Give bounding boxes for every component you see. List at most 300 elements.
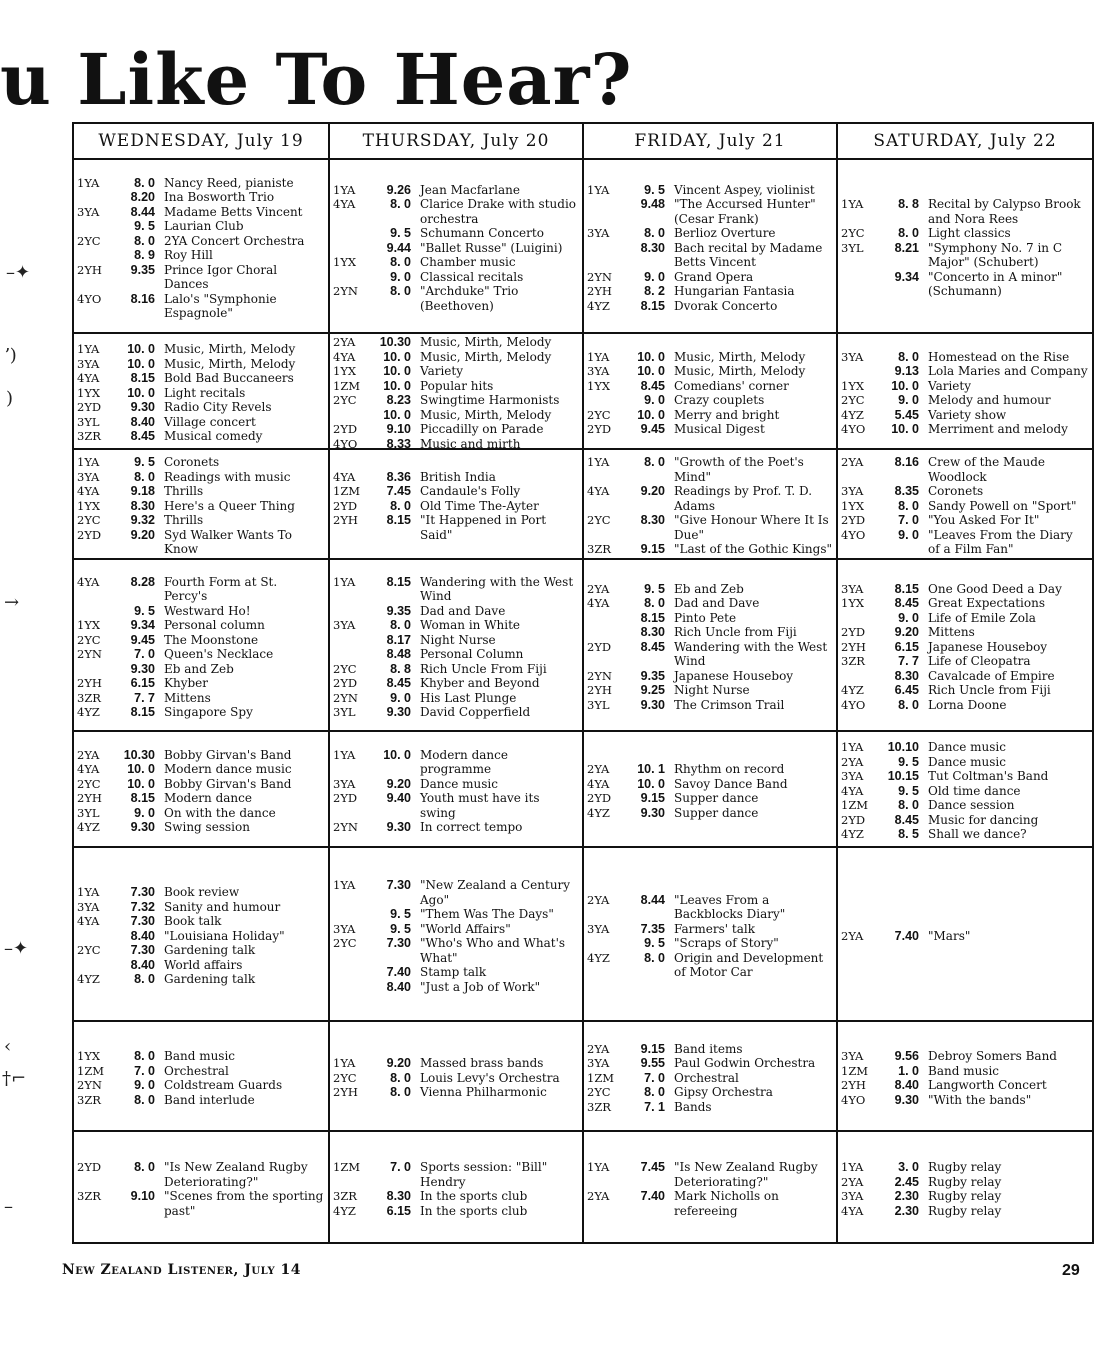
broadcast-time: 9. 0 — [134, 1078, 155, 1092]
programme-title: Tut Coltman's Band — [928, 769, 1049, 784]
station-code: 2YC — [333, 936, 357, 950]
broadcast-time: 7.40 — [640, 1189, 665, 1203]
broadcast-time: 8.15 — [130, 705, 155, 719]
station-code: 4YA — [77, 484, 100, 499]
programme-title: 2YA Concert Orchestra — [164, 233, 305, 248]
broadcast-time: 9.45 — [640, 422, 665, 436]
programme-title: Cavalcade of Empire — [928, 668, 1055, 683]
listing-entry — [333, 408, 578, 423]
margin-mark: –✦ — [4, 938, 29, 959]
station-code: 1YA — [333, 747, 356, 762]
station-code: 1ZM — [333, 378, 361, 393]
broadcast-time: 7.30 — [386, 878, 411, 892]
programme-title: "Louisiana Holiday" — [164, 928, 285, 943]
listing-entry — [841, 827, 1088, 842]
programme-title: Band music — [928, 1063, 1000, 1078]
station-code: 2YD — [77, 1160, 102, 1174]
listing-entry — [333, 364, 578, 379]
listing-entry — [841, 596, 1088, 611]
programme-title: Nancy Reed, pianiste — [164, 175, 294, 190]
programme-title: "Scenes from the sporting past" — [164, 1189, 324, 1218]
publication-footer: New Zealand Listener, July 14 — [62, 1262, 301, 1278]
listing-entry — [333, 1189, 578, 1204]
station-code: 3YA — [333, 776, 356, 791]
broadcast-time: 10. 0 — [127, 356, 155, 371]
programme-title: "Is New Zealand Rugby Deteriorating?" — [674, 1160, 818, 1189]
listing-entry — [841, 813, 1088, 828]
station-code: 3YA — [841, 1189, 864, 1203]
listing-entry — [333, 197, 578, 226]
programme-title: Lorna Doone — [928, 697, 1007, 712]
broadcast-time: 10. 0 — [127, 776, 155, 791]
programme-title: "Archduke" Trio (Beethoven) — [420, 284, 519, 313]
broadcast-time: 8.30 — [640, 240, 665, 255]
programme-title: Candaule's Folly — [420, 484, 521, 499]
listing-entry — [333, 422, 578, 437]
broadcast-time: 9.20 — [894, 625, 919, 640]
programme-title: Readings with music — [164, 469, 291, 484]
programme-title: "Scraps of Story" — [674, 936, 779, 950]
station-code: 2YN — [333, 820, 358, 834]
programme-title: Variety — [928, 378, 971, 393]
broadcast-time: 8.15 — [386, 574, 411, 589]
listing-entry — [77, 806, 324, 821]
programme-title: Sports session: "Bill" Hendry — [420, 1160, 548, 1189]
station-code: 1YA — [587, 455, 610, 470]
listing-entry — [77, 647, 324, 662]
station-code: 2YH — [77, 262, 102, 277]
programme-title: Woman in White — [420, 618, 521, 632]
station-code: 3YA — [841, 1049, 864, 1063]
station-code: 3ZR — [841, 654, 865, 669]
broadcast-time: 8. 0 — [898, 798, 919, 813]
programme-title: Music, Mirth, Melody — [420, 335, 552, 349]
programme-title: Jean Macfarlane — [420, 182, 520, 197]
broadcast-time: 8. 0 — [390, 618, 411, 632]
listing-entry — [841, 513, 1088, 528]
broadcast-time: 10. 0 — [637, 349, 665, 364]
station-code: 4YA — [587, 776, 610, 791]
schedule-cell — [584, 1022, 838, 1132]
broadcast-time: 1. 0 — [898, 1063, 919, 1078]
listing-entry — [587, 611, 832, 626]
broadcast-time: 8.30 — [640, 625, 665, 640]
programme-title: "The Accursed Hunter" (Cesar Frank) — [674, 197, 816, 226]
programme-title: Clarice Drake with studio orchestra — [420, 197, 577, 226]
programme-title: Mittens — [928, 625, 975, 640]
programme-title: Light recitals — [164, 385, 246, 400]
listing-entry — [77, 958, 324, 973]
margin-mark: ‹ — [4, 1036, 12, 1057]
listing-entry — [587, 951, 832, 980]
broadcast-time: 7.45 — [386, 484, 411, 499]
station-code: 2YH — [841, 1078, 866, 1092]
listing-entry — [333, 980, 578, 995]
station-code: 3YA — [841, 769, 864, 784]
listing-entry — [77, 900, 324, 915]
listing-entry — [587, 1100, 832, 1115]
broadcast-time: 7. 7 — [134, 690, 155, 705]
station-code: 4YZ — [841, 827, 864, 842]
station-code: 2YH — [841, 639, 866, 654]
station-code: 2YN — [333, 690, 358, 705]
station-code: 3ZR — [77, 690, 101, 705]
listing-entry — [333, 691, 578, 706]
station-code: 4YO — [77, 291, 102, 306]
broadcast-time: 8. 2 — [644, 284, 665, 299]
programme-title: "Ballet Russe" (Luigini) — [420, 240, 563, 255]
station-code: 2YN — [77, 647, 102, 661]
broadcast-time: 8.40 — [386, 979, 411, 994]
programme-title: The Moonstone — [164, 632, 259, 647]
broadcast-time: 10.30 — [379, 335, 411, 349]
station-code: 2YH — [77, 676, 102, 690]
station-code: 3YL — [77, 414, 100, 429]
station-code: 3YL — [841, 240, 864, 255]
programme-title: Book talk — [164, 914, 222, 929]
programme-title: "Symphony No. 7 in C Major" (Schubert) — [928, 240, 1063, 270]
broadcast-time: 9.35 — [130, 262, 155, 277]
programme-title: Prince Igor Choral Dances — [164, 262, 278, 291]
broadcast-time: 8. 0 — [644, 226, 665, 241]
schedule-cell — [584, 732, 838, 848]
programme-title: Louis Levy's Orchestra — [420, 1070, 560, 1085]
listing-entry — [841, 270, 1088, 299]
station-code: 3YL — [77, 805, 100, 820]
programme-title: Chamber music — [420, 255, 516, 270]
schedule-cell — [74, 1022, 330, 1132]
broadcast-time: 10. 0 — [127, 762, 155, 776]
programme-title: Rugby relay — [928, 1160, 1002, 1174]
listing-entry — [841, 929, 1088, 944]
station-code: 3YA — [587, 1056, 610, 1071]
schedule-cell — [584, 560, 838, 732]
programme-title: Rugby relay — [928, 1203, 1002, 1218]
station-code: 2YH — [333, 1085, 358, 1100]
broadcast-time: 9. 0 — [898, 610, 919, 625]
listing-entry — [587, 455, 832, 484]
listing-entry — [333, 484, 578, 499]
listing-entry — [841, 350, 1088, 365]
station-code: 1YX — [333, 364, 357, 378]
programme-title: Origin and Development of Motor Car — [674, 950, 824, 979]
broadcast-time: 6.15 — [386, 1203, 411, 1218]
station-code: 4YA — [77, 914, 100, 929]
margin-mark: –✦ — [6, 262, 31, 283]
listing-entry — [587, 542, 832, 557]
listing-entry — [77, 604, 324, 619]
listing-entry — [841, 582, 1088, 597]
listing-entry — [77, 705, 324, 720]
listing-entry — [77, 415, 324, 430]
listing-entry — [333, 255, 578, 270]
broadcast-time: 7.40 — [386, 965, 411, 979]
listing-entry — [587, 1071, 832, 1086]
programme-title: Personal column — [164, 618, 265, 632]
listing-entry — [77, 400, 324, 415]
station-code: 4YA — [841, 783, 864, 798]
station-code: 2YA — [841, 754, 864, 769]
programme-title: Mark Nicholls on refereeing — [674, 1189, 779, 1218]
page-headline: u Like To Hear? — [0, 38, 633, 121]
station-code: 4YO — [841, 527, 866, 542]
station-code: 3YA — [587, 364, 610, 378]
broadcast-time: 10. 0 — [637, 364, 665, 378]
programme-title: Berlioz Overture — [674, 226, 776, 241]
programme-title: Old time dance — [928, 783, 1021, 798]
listing-entry — [587, 299, 832, 314]
programme-title: Orchestral — [164, 1063, 229, 1078]
broadcast-time: 10. 0 — [383, 747, 411, 762]
broadcast-time: 9.55 — [640, 1056, 665, 1071]
station-code: 1YA — [587, 349, 610, 364]
broadcast-time: 8. 0 — [390, 498, 411, 513]
programme-title: "New Zealand a Century Ago" — [420, 878, 571, 907]
programme-title: Modern dance programme — [420, 747, 508, 776]
listing-entry — [77, 676, 324, 691]
station-code: 1ZM — [77, 1063, 105, 1078]
station-code: 1ZM — [587, 1070, 615, 1085]
station-code: 2YN — [77, 1078, 102, 1092]
programme-title: Schumann Concerto — [420, 226, 544, 241]
listing-entry — [587, 1160, 832, 1189]
schedule-cell — [838, 560, 1092, 732]
listing-entry — [333, 676, 578, 691]
programme-title: Musical comedy — [164, 429, 263, 444]
listing-entry — [77, 691, 324, 706]
programme-title: Life of Cleopatra — [928, 654, 1031, 669]
day-header: THURSDAY, July 20 — [330, 124, 584, 160]
listing-entry — [77, 292, 324, 321]
programme-title: Here's a Queer Thing — [164, 498, 295, 513]
listing-entry — [333, 1160, 578, 1189]
broadcast-time: 8. 0 — [644, 596, 665, 611]
broadcast-time: 10. 0 — [637, 407, 665, 422]
broadcast-time: 9. 0 — [898, 393, 919, 407]
programme-title: Farmers' talk — [674, 921, 755, 936]
programme-title: Lalo's "Symphonie Espagnole" — [164, 291, 277, 320]
station-code: 2YC — [77, 632, 101, 647]
programme-title: "You Asked For It" — [928, 513, 1040, 528]
listing-entry — [841, 683, 1088, 698]
listing-entry — [587, 284, 832, 299]
station-code: 4YZ — [77, 972, 100, 987]
listing-entry — [333, 183, 578, 198]
schedule-cell — [584, 1132, 838, 1242]
programme-title: Supper dance — [674, 791, 759, 805]
station-code: 3ZR — [77, 1092, 101, 1107]
broadcast-time: 8. 0 — [390, 1070, 411, 1085]
schedule-cell — [330, 1022, 584, 1132]
broadcast-time: 10. 0 — [127, 385, 155, 400]
programme-title: Radio City Revels — [164, 400, 272, 415]
margin-mark: †⌐ — [2, 1068, 27, 1089]
listing-entry — [333, 633, 578, 648]
programme-title: Classical recitals — [420, 269, 524, 284]
station-code: 2YC — [77, 943, 101, 958]
programme-title: Roy Hill — [164, 248, 213, 262]
broadcast-time: 10. 0 — [891, 378, 919, 393]
broadcast-time: 7.45 — [640, 1160, 665, 1174]
listing-entry — [77, 943, 324, 958]
station-code: 2YA — [77, 747, 100, 762]
broadcast-time: 8. 0 — [134, 175, 155, 190]
station-code: 3YA — [841, 581, 864, 596]
listing-entry — [841, 241, 1088, 270]
station-code: 2YD — [841, 625, 866, 640]
broadcast-time: 9. 0 — [644, 393, 665, 407]
listing-entry — [587, 922, 832, 937]
listing-entry — [841, 1189, 1088, 1204]
broadcast-time: 9.32 — [130, 513, 155, 528]
programme-title: Melody and humour — [928, 393, 1051, 407]
programme-title: Wandering with the West Wind — [420, 574, 574, 603]
schedule-cell — [74, 848, 330, 1022]
schedule-cell — [74, 160, 330, 334]
broadcast-time: 8.30 — [130, 498, 155, 513]
broadcast-time: 9. 5 — [390, 921, 411, 936]
broadcast-time: 9. 0 — [898, 527, 919, 542]
listing-entry — [587, 1085, 832, 1100]
listing-entry — [77, 820, 324, 835]
listing-entry — [77, 914, 324, 929]
broadcast-time: 9.30 — [640, 805, 665, 820]
programme-title: Dance music — [928, 740, 1006, 755]
broadcast-time: 9.30 — [640, 697, 665, 712]
listing-entry — [587, 640, 832, 669]
programme-title: Vincent Aspey, violinist — [674, 182, 815, 197]
listing-entry — [841, 1078, 1088, 1093]
programme-title: Laurian Club — [164, 219, 244, 233]
listing-entry — [333, 499, 578, 514]
listing-entry — [587, 596, 832, 611]
station-code: 2YH — [333, 513, 358, 528]
listing-entry — [333, 791, 578, 820]
broadcast-time: 9.20 — [386, 1056, 411, 1071]
station-code: 2YA — [841, 1174, 864, 1189]
programme-title: Bach recital by Madame Betts Vincent — [674, 240, 823, 270]
programme-title: In the sports club — [420, 1189, 528, 1203]
broadcast-time: 8.45 — [894, 812, 919, 827]
listing-entry — [587, 777, 832, 792]
station-code: 4YA — [77, 574, 100, 589]
listing-entry — [587, 408, 832, 423]
listing-entry — [333, 226, 578, 241]
listing-entry — [77, 929, 324, 944]
broadcast-time: 9.30 — [130, 400, 155, 415]
listing-entry — [333, 350, 578, 365]
listing-entry — [841, 625, 1088, 640]
schedule-cell — [584, 848, 838, 1022]
programme-title: David Copperfield — [420, 705, 531, 719]
station-code: 2YN — [587, 668, 612, 683]
listing-entry — [841, 1204, 1088, 1219]
listing-entry — [333, 662, 578, 677]
station-code: 2YA — [587, 581, 610, 596]
programme-title: Popular hits — [420, 378, 494, 393]
programme-title: Pinto Pete — [674, 610, 737, 625]
listing-entry — [77, 190, 324, 205]
broadcast-time: 9.35 — [640, 668, 665, 683]
listing-entry — [587, 183, 832, 198]
listing-entry — [77, 248, 324, 263]
programme-title: Swing session — [164, 820, 250, 834]
broadcast-time: 7.32 — [130, 899, 155, 914]
broadcast-time: 8.30 — [894, 668, 919, 683]
listing-entry — [587, 513, 832, 542]
listing-entry — [841, 455, 1088, 484]
programme-title: "Leaves From a Backblocks Diary" — [674, 892, 786, 921]
listing-entry — [587, 270, 832, 285]
listing-entry — [77, 513, 324, 528]
broadcast-time: 9.30 — [894, 1092, 919, 1107]
programme-title: "It Happened in Port Said" — [420, 513, 547, 542]
station-code: 4YZ — [333, 1203, 356, 1218]
station-code: 4YZ — [587, 805, 610, 820]
listing-entry — [77, 1093, 324, 1108]
station-code: 1YX — [77, 618, 101, 632]
station-code: 2YD — [841, 812, 866, 827]
broadcast-time: 8.23 — [386, 393, 411, 407]
programme-title: Piccadilly on Parade — [420, 422, 544, 436]
programme-title: Merriment and melody — [928, 422, 1068, 436]
listing-entry — [77, 662, 324, 677]
broadcast-time: 8. 0 — [390, 1085, 411, 1100]
programme-title: Book review — [164, 885, 240, 900]
broadcast-time: 8.30 — [640, 513, 665, 528]
programme-title: Sandy Powell on "Sport" — [928, 498, 1077, 513]
listing-entry — [77, 1078, 324, 1093]
broadcast-time: 9.10 — [130, 1189, 155, 1203]
listing-entry — [77, 777, 324, 792]
programme-title: Vienna Philharmonic — [420, 1085, 547, 1100]
broadcast-time: 6.15 — [130, 676, 155, 690]
broadcast-time: 10. 0 — [127, 342, 155, 357]
programme-title: Gipsy Orchestra — [674, 1085, 773, 1100]
broadcast-time: 8. 8 — [898, 197, 919, 212]
station-code: 3YA — [333, 921, 356, 936]
station-code: 2YA — [587, 1041, 610, 1056]
listing-entry — [77, 762, 324, 777]
station-code: 3ZR — [77, 429, 101, 444]
broadcast-time: 8.20 — [130, 190, 155, 204]
listing-entry — [77, 484, 324, 499]
station-code: 3ZR — [587, 542, 611, 557]
broadcast-time: 9.35 — [386, 603, 411, 618]
broadcast-time: 8.44 — [640, 892, 665, 907]
broadcast-time: 10. 0 — [383, 364, 411, 378]
listing-entry — [333, 907, 578, 922]
listing-entry — [77, 429, 324, 444]
broadcast-time: 8.15 — [130, 371, 155, 386]
programme-title: Paul Godwin Orchestra — [674, 1056, 816, 1071]
listing-entry — [587, 197, 832, 226]
schedule-cell — [838, 848, 1092, 1022]
programme-title: "Concerto in A minor" (Schumann) — [928, 269, 1063, 299]
broadcast-time: 7.40 — [894, 928, 919, 943]
broadcast-time: 5.45 — [894, 407, 919, 422]
programme-title: Recital by Calypso Brook and Nora Rees — [928, 197, 1081, 226]
listing-entry — [841, 669, 1088, 684]
broadcast-time: 10.30 — [123, 747, 155, 762]
schedule-cell — [584, 334, 838, 450]
station-code: 3YL — [587, 697, 610, 712]
listing-entry — [841, 755, 1088, 770]
listing-entry — [587, 582, 832, 597]
programme-title: Homestead on the Rise — [928, 349, 1070, 364]
station-code: 2YC — [587, 513, 611, 528]
broadcast-time: 8. 0 — [134, 1160, 155, 1174]
